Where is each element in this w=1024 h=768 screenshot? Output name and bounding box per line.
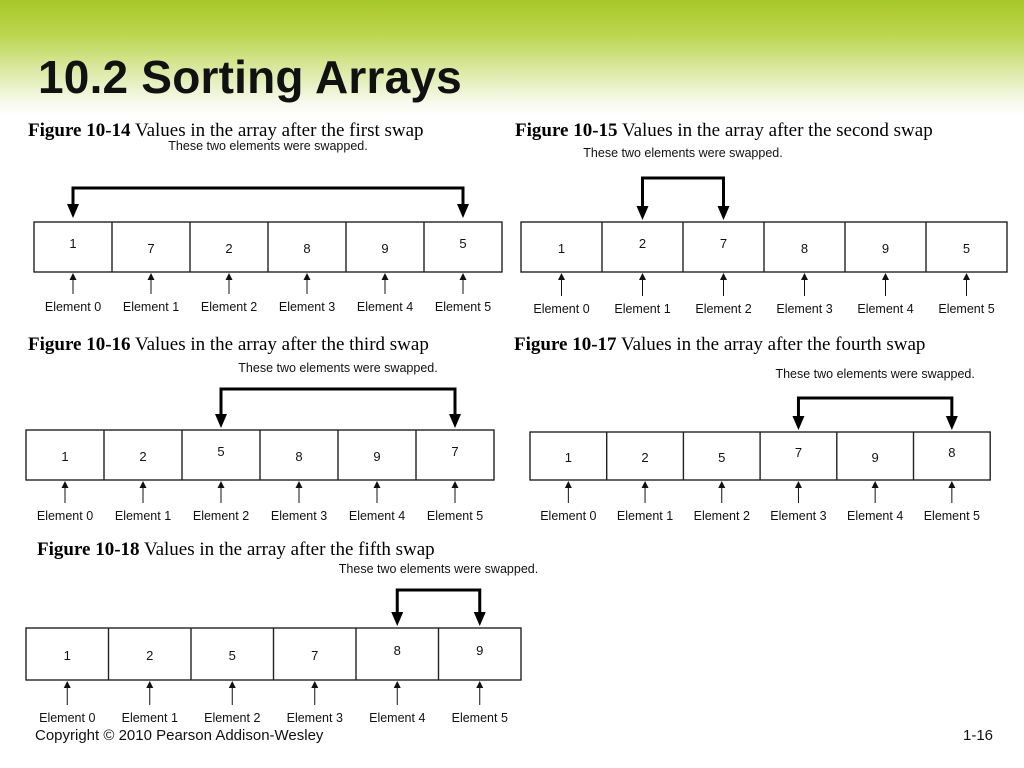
element-label: Element 4 <box>857 302 914 316</box>
element-label: Element 1 <box>614 302 671 316</box>
element-label: Element 3 <box>286 711 343 725</box>
element-label: Element 4 <box>348 509 406 523</box>
element-value: 1 <box>557 241 566 256</box>
element-value: 7 <box>794 445 803 460</box>
element-label: Element 4 <box>356 300 414 314</box>
swap-note: These two elements were swapped. <box>168 139 368 153</box>
element-label: Element 5 <box>451 711 508 725</box>
copyright-text: Copyright © 2010 Pearson Addison-Wesley <box>35 727 324 744</box>
swap-arrowhead <box>474 612 486 626</box>
swap-bracket <box>397 590 480 612</box>
element-value: 5 <box>228 648 236 663</box>
element-value: 7 <box>719 236 728 251</box>
pointer-arrowhead <box>229 681 236 688</box>
element-value: 8 <box>295 449 303 464</box>
figure-label: Figure 10-17 <box>514 334 617 355</box>
element-label: Element 5 <box>923 509 980 523</box>
element-label: Element 4 <box>369 711 426 725</box>
element-value: 5 <box>217 444 225 459</box>
figure-label: Figure 10-18 <box>37 539 140 560</box>
element-value: 1 <box>63 648 71 663</box>
figure-caption-text: Values in the array after the first swap <box>130 120 424 141</box>
element-label: Element 3 <box>270 509 328 523</box>
element-label: Element 2 <box>200 300 258 314</box>
element-value: 2 <box>225 241 233 256</box>
element-label: Element 0 <box>36 509 94 523</box>
element-value: 9 <box>476 643 484 658</box>
pointer-arrowhead <box>476 681 483 688</box>
figure-caption-text: Values in the array after the third swap <box>130 334 429 355</box>
pointer-arrowhead <box>64 681 71 688</box>
element-value: 7 <box>451 444 459 459</box>
element-label: Element 0 <box>44 300 102 314</box>
element-value: 9 <box>373 449 381 464</box>
pointer-arrowhead <box>146 681 153 688</box>
element-label: Element 2 <box>693 509 750 523</box>
figure-caption-text: Values in the array after the fourth swap <box>616 334 926 355</box>
swap-note: These two elements were swapped. <box>238 361 438 375</box>
element-label: Element 5 <box>938 302 995 316</box>
pointer-arrowhead <box>311 681 318 688</box>
element-label: Element 2 <box>204 711 261 725</box>
element-value: 7 <box>311 648 319 663</box>
element-label: Element 3 <box>278 300 336 314</box>
element-value: 5 <box>459 236 467 251</box>
element-value: 2 <box>641 450 649 465</box>
element-label: Element 2 <box>192 509 250 523</box>
element-value: 2 <box>638 236 647 251</box>
element-value: 1 <box>69 236 77 251</box>
figure-caption-text: Values in the array after the second swap <box>617 120 933 141</box>
element-value: 9 <box>881 241 890 256</box>
slide-title: 10.2 Sorting Arrays <box>38 51 462 103</box>
figure-label: Figure 10-14 <box>28 120 131 141</box>
swap-arrowhead <box>391 612 403 626</box>
element-value: 8 <box>948 445 956 460</box>
element-value: 2 <box>146 648 154 663</box>
figure-label: Figure 10-16 <box>28 334 131 355</box>
swap-note: These two elements were swapped. <box>775 367 975 381</box>
element-label: Element 5 <box>426 509 484 523</box>
element-value: 9 <box>871 450 879 465</box>
element-value: 2 <box>139 449 147 464</box>
element-label: Element 3 <box>776 302 833 316</box>
swap-note: These two elements were swapped. <box>338 562 539 576</box>
element-label: Element 2 <box>695 302 752 316</box>
element-label: Element 4 <box>847 509 904 523</box>
element-label: Element 0 <box>39 711 96 725</box>
element-value: 9 <box>381 241 389 256</box>
element-value: 5 <box>718 450 726 465</box>
swap-note: These two elements were swapped. <box>583 146 783 160</box>
element-value: 1 <box>564 450 572 465</box>
element-label: Element 3 <box>770 509 827 523</box>
element-label: Element 0 <box>533 302 590 316</box>
element-label: Element 1 <box>121 711 178 725</box>
figure-label: Figure 10-15 <box>515 120 618 141</box>
element-label: Element 0 <box>540 509 597 523</box>
figure-caption-text: Values in the array after the fifth swap <box>139 539 435 560</box>
element-value: 8 <box>393 643 401 658</box>
element-label: Element 1 <box>616 509 674 523</box>
element-label: Element 1 <box>114 509 172 523</box>
element-value: 8 <box>800 241 809 256</box>
element-value: 1 <box>61 449 69 464</box>
element-label: Element 5 <box>434 300 492 314</box>
element-value: 5 <box>962 241 971 256</box>
element-value: 7 <box>147 241 155 256</box>
pointer-arrowhead <box>394 681 401 688</box>
element-label: Element 1 <box>122 300 180 314</box>
page-number: 1-16 <box>963 727 994 744</box>
element-value: 8 <box>303 241 311 256</box>
